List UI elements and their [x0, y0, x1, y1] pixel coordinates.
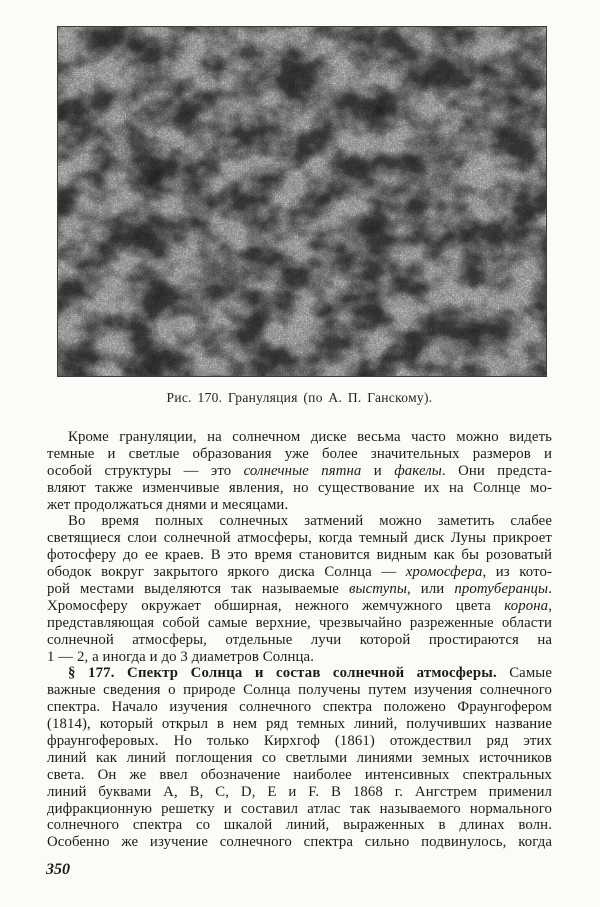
text-line — [47, 564, 552, 581]
body-text-run: солнечного спектра со шкалой линий, выраженных в длинах волн. — [47, 817, 552, 834]
body-text-run: вляют также изменчивые явления, но существование их на Солнце мо- — [47, 479, 552, 496]
italic-text: факелы — [394, 462, 442, 479]
body-text-run: спектра. Начало изучения солнечного спектра положено Фраунгофером — [47, 699, 552, 716]
body-text-run: солнечной атмосферы, отдельные лучи которой простираются на — [47, 631, 552, 648]
body-text — [47, 429, 552, 851]
body-text-run: жет продолжаться днями и месяцами. — [47, 496, 289, 513]
text-line — [47, 429, 552, 446]
figure-170 — [57, 26, 547, 377]
page-number: 350 — [46, 861, 70, 878]
figure-caption: Рис. 170. Грануляция (по А. П. Ганскому). — [166, 390, 433, 405]
body-text-run: Особенно же изучение солнечного спектра сильно подвинулось, когда — [47, 834, 552, 851]
body-text-run: , из кото- — [482, 564, 552, 581]
body-text-run: Кроме грануляции, на солнечном диске весьма часто можно видеть — [68, 429, 552, 445]
body-text-run: дифракционную решетку и составил атлас так называемого нормального — [47, 800, 552, 817]
text-line — [47, 598, 552, 615]
text-line — [47, 615, 552, 632]
body-text-run: , — [548, 597, 552, 614]
text-line — [47, 463, 552, 480]
text-line — [47, 817, 552, 834]
body-text-run: представляющая собой самые верхние, чрезвычайно разреженные области — [47, 614, 552, 631]
body-text-run: Во время полных солнечных затмений можно заметить слабее — [68, 513, 552, 530]
text-line — [47, 784, 552, 801]
text-line — [47, 834, 552, 851]
text-line — [47, 801, 552, 818]
body-text-run: и — [361, 462, 395, 479]
body-text-run: . — [548, 581, 552, 598]
body-text-run: Самые — [496, 665, 552, 682]
text-line — [47, 733, 552, 750]
body-text-run: линий буквами A, B, C, D, E и F. В 1868 г. Ангстрем применил — [47, 783, 552, 800]
body-text-run: . Они предста- — [441, 462, 552, 479]
text-line — [47, 750, 552, 767]
text-line — [47, 767, 552, 784]
body-text-run: Хромосферу окружает обширная, нежного жемчужного цвета — [47, 597, 505, 614]
body-text-run: 1 — 2, а иногда и до 3 диаметров Солнца. — [47, 648, 314, 665]
text-line — [47, 513, 552, 530]
text-line — [47, 649, 552, 666]
text-line — [47, 530, 552, 547]
italic-text: солнечные пятна — [243, 462, 362, 479]
text-line — [47, 497, 552, 514]
text-line — [47, 699, 552, 716]
body-text-run: линий как линий поглощения со светлыми линиями земных источников — [47, 749, 552, 766]
granulation-texture — [58, 27, 546, 376]
text-line — [47, 480, 552, 497]
body-text-run: , или — [407, 581, 455, 598]
body-text-run: особой структуры — это — [47, 462, 244, 479]
text-line — [47, 632, 552, 649]
text-line — [47, 547, 552, 564]
italic-text: хромосфера — [405, 564, 483, 581]
body-text-run: фраунгоферовых. Но только Кирхгоф (1861) отождествил ряд этих — [47, 733, 552, 750]
text-line — [47, 665, 552, 682]
italic-text: корона — [504, 597, 549, 614]
section-heading-text: § 177. Спектр Солнца и состав солнечной атмосферы. — [68, 665, 497, 682]
body-text-run: ободок вокруг закрытого яркого диска Солнца — — [47, 564, 406, 581]
body-text-run: темные и светлые образования уже более значительных размеров и — [47, 445, 552, 462]
body-text-run: важные сведения о природе Солнца получены путем изучения солнечного — [47, 682, 552, 699]
text-line — [47, 716, 552, 733]
body-text-run: (1814), который открыл в нем ряд темных линий, получивших название — [47, 716, 552, 733]
italic-text: выступы — [348, 581, 407, 598]
body-text-run: светящиеся слои солнечной атмосферы, когда темный диск Луны прикроет — [47, 530, 552, 547]
solar-granulation-photo — [57, 26, 547, 377]
italic-text: протуберанцы — [454, 581, 549, 598]
body-text-run: рой местами выделяются так называемые — [47, 581, 349, 598]
body-text-run: фотосферу до ее краев. В это время становится видным как бы розоватый — [47, 547, 552, 564]
text-line — [47, 446, 552, 463]
text-line — [47, 682, 552, 699]
body-text-run: света. Он же ввел обозначение наиболее интенсивных спектральных — [47, 766, 552, 783]
text-line — [47, 581, 552, 598]
